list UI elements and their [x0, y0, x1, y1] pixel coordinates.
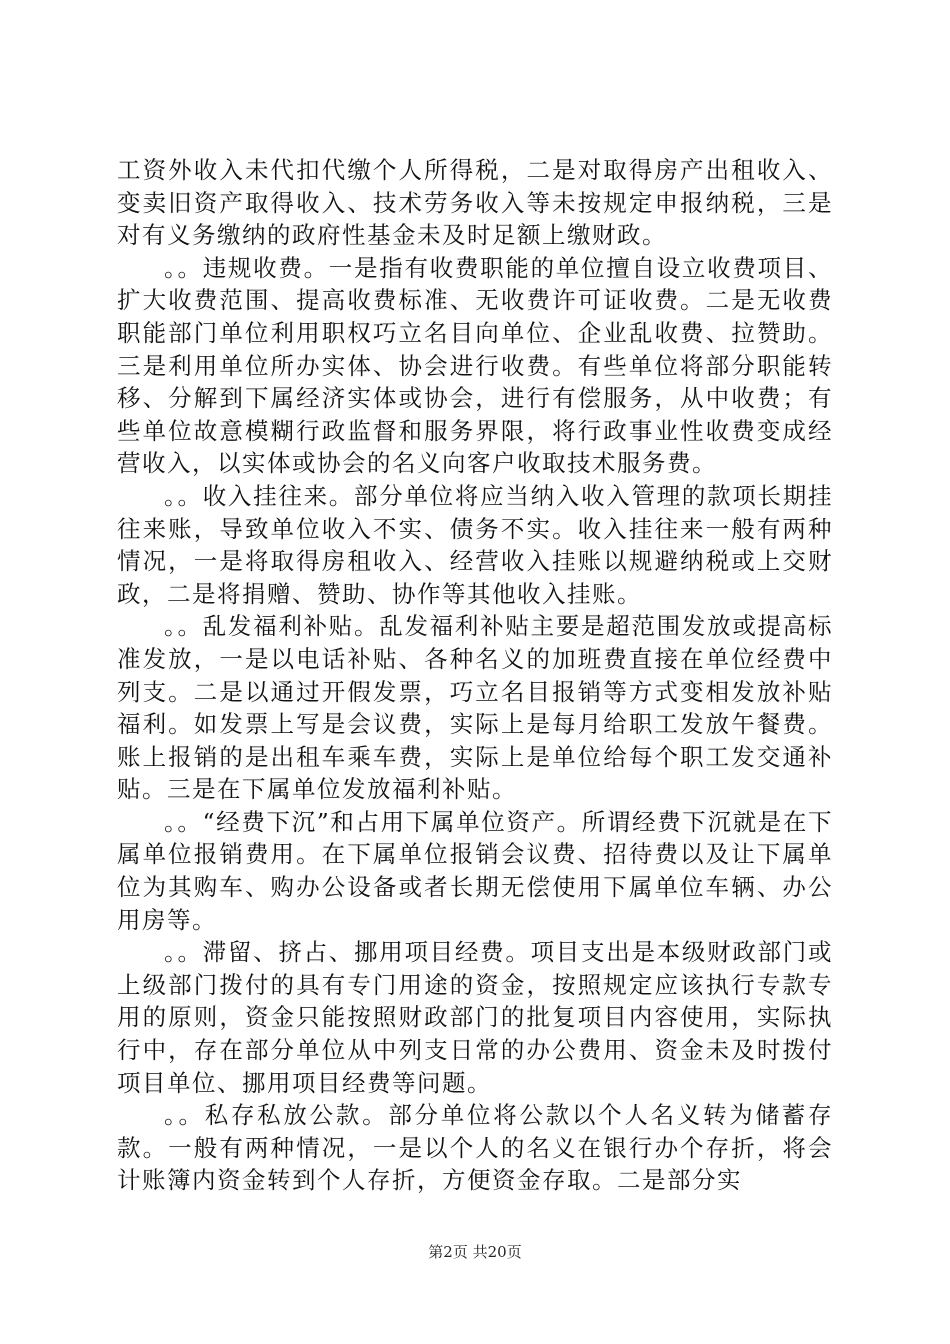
paragraph-private-deposits: 。。私存私放公款。部分单位将公款以个人名义转为储蓄存款。一般有两种情况，一是以个人的名义在银行办个存折，将会计账簿内资金转到个人存折，方便资金存取。二是部分实	[117, 1101, 833, 1195]
paragraph-income-suspense-accounts: 。。收入挂往来。部分单位将应当纳入收入管理的款项长期挂往来账，导致单位收入不实、债务不实。收入挂往来一般有两种情况，一是将取得房租收入、经营收入挂账以规避纳税或上交财政，二是将捐赠、赞助、协作等其他收入挂账。	[117, 481, 833, 608]
paragraph-continuation: 工资外收入未代扣代缴个人所得税，二是对取得房产出租收入、变卖旧资产取得收入、技术劳务收入等未按规定申报纳税，三是对有义务缴纳的政府性基金未及时足额上缴财政。	[117, 156, 833, 250]
paragraph-project-funds: 。。滞留、挤占、挪用项目经费。项目支出是本级财政部门或上级部门拨付的具有专门用途的资金，按照规定应该执行专款专用的原则，资金只能按照财政部门的批复项目内容使用，实际执行中，存在部分单位从中列支日常的办公费用、资金未及时拨付项目单位、挪用项目经费等问题。	[117, 938, 833, 1097]
page-number: 第2页 共20页	[428, 1243, 522, 1261]
paragraph-funds-sinking: 。。“经费下沉”和占用下属单位资产。所谓经费下沉就是在下属单位报销费用。在下属单位报销会议费、招待费以及让下属单位为其购车、购办公设备或者长期无偿使用下属单位车辆、办公用房等。	[117, 807, 833, 934]
paragraph-illegal-fees: 。。违规收费。一是指有收费职能的单位擅自设立收费项目、扩大收费范围、提高收费标准、无收费许可证收费。二是无收费职能部门单位利用职权巧立名目向单位、企业乱收费、拉赞助。三是利用单位所办实体、协会进行收费。有些单位将部分职能转移、分解到下属经济实体或协会，进行有偿服务，从中收费；有些单位故意模糊行政监督和服务界限，将行政事业性收费变成经营收入，以实体或协会的名义向客户收取技术服务费。	[117, 253, 833, 478]
paragraph-welfare-subsidies: 。。乱发福利补贴。乱发福利补贴主要是超范围发放或提高标准发放，一是以电话补贴、各种名义的加班费直接在单位经费中列支。二是以通过开假发票，巧立名目报销等方式变相发放补贴福利。如发票上写是会议费，实际上是每月给职工发放午餐费。账上报销的是出租车乘车费，实际上是单位给每个职工发交通补贴。三是在下属单位发放福利补贴。	[117, 612, 833, 804]
document-body	[117, 154, 833, 1197]
